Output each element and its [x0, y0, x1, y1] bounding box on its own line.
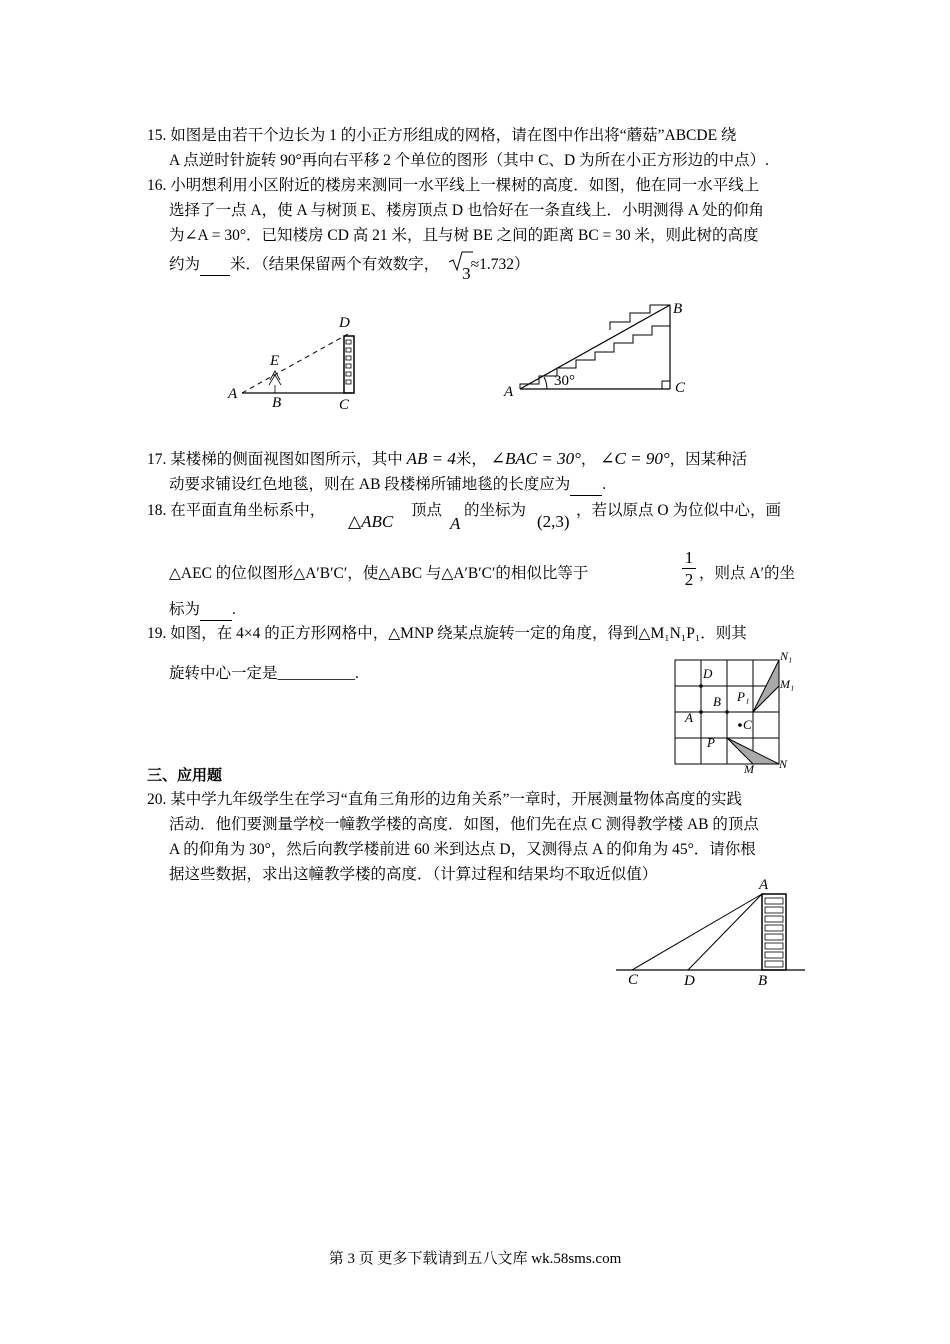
p17-line2	[169, 475, 606, 496]
p18-line1-c: 的坐标为	[464, 502, 527, 519]
label-c: C	[628, 972, 639, 988]
p15-line2: A 点逆时针旋转 90°再向右平移 2 个单位的图形（其中 C、D 为所在小正方形边的中点）.	[169, 152, 769, 169]
label-e: E	[270, 353, 280, 369]
p16-answer-blank[interactable]	[200, 255, 230, 276]
p17-line2-a: 动要求铺设红色地毯，则在 AB 段楼梯所铺地毯的长度应为	[169, 476, 571, 493]
label-b: B	[713, 694, 721, 709]
p17-line2-b: .	[602, 476, 607, 493]
label-d: D	[339, 315, 350, 331]
p18-line1-b: 顶点	[411, 502, 443, 519]
rotation-grid-figure	[665, 645, 805, 775]
p17-math-angle-c: ∠C = 90°	[600, 449, 670, 468]
p17-line1-d: ，因某种活	[669, 451, 748, 468]
sqrt-radical-icon	[449, 250, 473, 272]
building-figure	[610, 870, 815, 995]
line-ca	[632, 894, 762, 970]
section-title-applications: 三、应用题	[147, 766, 223, 784]
label-n: N	[779, 757, 788, 771]
p18-math-triangle: △ABC	[348, 512, 394, 531]
label-m1: M₁	[780, 677, 795, 691]
label-a: A	[504, 384, 514, 400]
p20-line1: 20. 某中学九年级学生在学习“直角三角形的边角关系”一章时，开展测量物体高度的实践	[147, 791, 743, 808]
label-c: C	[675, 380, 686, 396]
p19-line1: 19. 如图，在 4×4 的正方形网格中，△MNP 绕某点旋转一定的角度，得到△M₁N₁P₁．则其	[147, 625, 747, 642]
sqrt-expression	[451, 264, 471, 285]
p16-line3: 为∠A = 30°．已知楼房 CD 高 21 米，且与树 BE 之间的距离 BC = 30 米，则此树的高度	[169, 227, 759, 244]
sqrt-radicand: 3	[462, 264, 471, 283]
p18-math-coord: (2,3)	[537, 512, 570, 531]
p18-line3-b: .	[232, 601, 236, 618]
p20-line2: 活动．他们要测量学校一幢教学楼的高度．如图，他们先在点 C 测得教学楼 AB 的顶点	[169, 816, 759, 833]
p17-math-ab: AB = 4	[406, 449, 456, 468]
p16-line4-c: ≈1.732）	[470, 256, 530, 273]
p16-line4-b: 米．（结果保留两个有效数字，	[230, 256, 440, 273]
p16-line2: 选择了一点 A，使 A 与树顶 E、楼房顶点 D 也恰好在一条直线上．小明测得 A 处的仰角	[169, 202, 765, 219]
p18-line1-a: 18. 在平面直角坐标系中，	[147, 502, 326, 519]
label-b: B	[758, 973, 768, 989]
p19-line2: 旋转中心一定是__________.	[169, 665, 359, 682]
p18-line2-b: ，则点 A′的坐	[699, 565, 795, 582]
fraction-numerator: 1	[684, 548, 694, 567]
line-da	[688, 894, 762, 970]
tree-building-figure	[220, 305, 370, 420]
label-a: A	[759, 877, 769, 893]
p18-line3-a: 标为	[169, 601, 201, 618]
p16-line4	[169, 254, 530, 283]
label-d: D	[684, 973, 695, 989]
right-angle-mark	[662, 381, 670, 389]
label-n1: N₁	[780, 649, 793, 663]
building-ab	[762, 894, 786, 970]
fraction-denominator: 2	[682, 568, 696, 591]
p17-line1	[147, 449, 747, 470]
p20-line3: A 的仰角为 30°，然后向教学楼前进 60 米到达点 D，又测得点 A 的仰角为 45°．请你根	[169, 841, 756, 858]
p18-line3	[169, 600, 236, 621]
label-b: B	[673, 301, 683, 317]
p18-answer-blank[interactable]	[200, 600, 232, 621]
p18-line1-d: ，若以原点 O 为位似中心，画	[576, 502, 781, 519]
label-m: M	[744, 762, 754, 776]
label-p: P	[707, 735, 715, 750]
tree-icon	[269, 371, 281, 393]
p16-line4-a: 约为	[169, 256, 201, 273]
p17-line1-b: 米，	[455, 451, 487, 468]
page-footer: 第 3 页 更多下载请到五八文库 wk.58sms.com	[328, 1251, 622, 1267]
angle-arc	[544, 377, 547, 389]
p18-line2-a: △AEC 的位似图形△A′B′C′，使△ABC 与△A′B′C′的相似比等于	[169, 565, 589, 582]
label-c: C	[743, 717, 752, 732]
label-a: A	[685, 710, 693, 725]
p17-line1-a: 17. 某楼梯的侧面视图如图所示，其中	[147, 451, 403, 468]
label-c: C	[339, 397, 350, 413]
p18-fraction	[682, 548, 696, 591]
p17-math-angle-bac: ∠BAC = 30°	[490, 449, 581, 468]
p16-line1: 16. 小明想利用小区附近的楼房来测同一水平线上一棵树的高度．如图，他在同一水平线上	[147, 177, 760, 194]
p17-line1-c: ，	[580, 451, 597, 468]
sight-line	[242, 334, 348, 393]
p18-math-a: A	[450, 514, 461, 533]
label-b: B	[272, 395, 282, 411]
label-a: A	[228, 386, 238, 402]
building-cd	[344, 336, 354, 393]
label-d: D	[703, 666, 713, 681]
angle-label: 30°	[554, 373, 575, 389]
label-p1: P₁	[737, 689, 750, 704]
p17-answer-blank[interactable]	[570, 475, 602, 496]
p15-line1: 15. 如图是由若干个边长为 1 的小正方形组成的网格，请在图中作出将“蘑菇”ABCDE 绕	[147, 127, 737, 144]
p20-line4: 据这些数据，求出这幢教学楼的高度．（计算过程和结果均不取近似值）	[169, 866, 658, 883]
point-c	[738, 723, 742, 727]
stairs-figure	[495, 295, 695, 405]
